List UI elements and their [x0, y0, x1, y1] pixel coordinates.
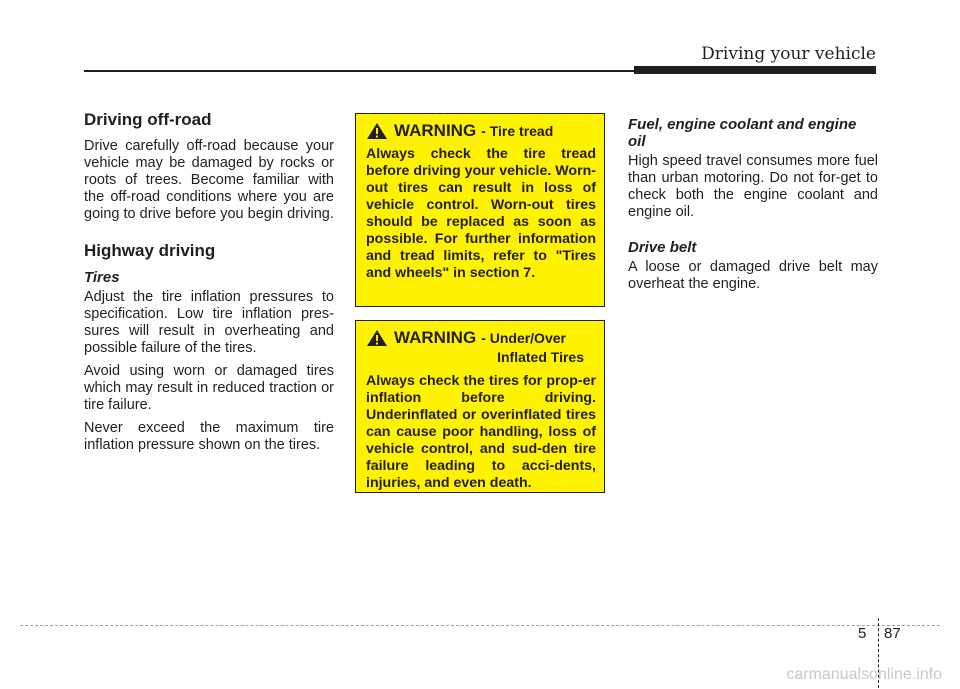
warning-box-tire-tread: [355, 113, 605, 307]
footer-divider: [20, 625, 940, 626]
subheading-drive-belt: Drive belt: [628, 239, 697, 256]
warning-label: WARNING: [394, 328, 477, 347]
heading-driving-off-road: Driving off-road: [84, 110, 212, 129]
warning-body: Always check the tire tread before driving your vehicle. Worn-out tires can result in loss of vehicle control. Worn-out tires should be replaced as soon as possible. For further information and tread limits, refer to "Tires and wheels" in section 7.: [366, 146, 596, 281]
warning-triangle-icon: [366, 329, 388, 347]
paragraph-tires-3: Never exceed the maximum tire inflation pressure shown on the tires.: [84, 420, 334, 453]
warning-box-inflation: [355, 320, 605, 493]
warning-subtitle-line2: Inflated Tires: [497, 349, 584, 365]
warning-body: Always check the tires for prop-er inflation before driving. Underinflated or overinflated tires can cause poor handling, loss of vehicle control, and sud-den tire failure leading to acci-dents, injuries, and even death.: [366, 373, 596, 491]
subheading-fuel-coolant-oil: Fuel, engine coolant and engine oil: [628, 116, 857, 150]
warning-subtitle: - Under/Over: [481, 330, 566, 346]
section-title: Driving your vehicle: [701, 44, 876, 64]
paragraph-drive-belt: A loose or damaged drive belt may overheat the engine.: [628, 259, 878, 292]
paragraph-tires-1: Adjust the tire inflation pressures to specification. Low tire inflation pres-sures will result in overheating and possible failure of the tires.: [84, 289, 334, 356]
warning-triangle-icon: [366, 122, 388, 140]
warning-label: WARNING: [394, 121, 477, 140]
header-bar: [634, 66, 876, 74]
paragraph-fuel: High speed travel consumes more fuel than urban motoring. Do not for-get to check both the engine coolant and engine oil.: [628, 153, 878, 220]
warning-subtitle: - Tire tread: [481, 123, 554, 139]
left-column: [84, 110, 334, 460]
paragraph-tires-2: Avoid using worn or damaged tires which may result in reduced traction or tire failure.: [84, 363, 334, 413]
chapter-number: 5: [858, 625, 867, 642]
watermark: carmanualsonline.info: [786, 666, 942, 683]
right-column: [628, 110, 878, 311]
paragraph-off-road: Drive carefully off-road because your vehicle may be damaged by rocks or roots of trees. Become familiar with the off-road conditions where you are going to drive before you begin driving.: [84, 138, 334, 222]
heading-highway-driving: Highway driving: [84, 241, 216, 260]
header-rule: [84, 70, 634, 72]
subheading-tires: Tires: [84, 269, 120, 286]
page-number: 87: [884, 625, 901, 642]
